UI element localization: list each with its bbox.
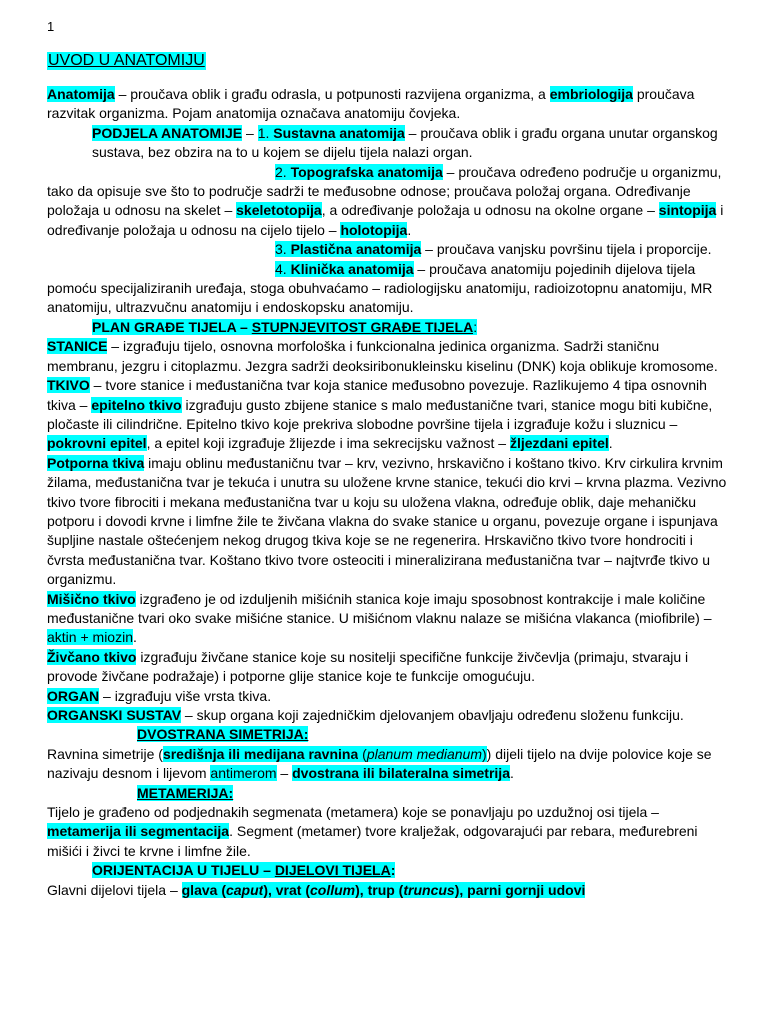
- heading-term: PLAN GRAĐE TIJELA –: [92, 318, 252, 335]
- heading-metamerija: [47, 784, 727, 803]
- list-number: 4.: [275, 260, 291, 277]
- paragraph-zivcano-tkivo: [47, 648, 727, 687]
- term: sintopija: [658, 202, 717, 219]
- term: ORGANSKI SUSTAV: [47, 707, 182, 723]
- term: žljezdani epitel: [509, 435, 609, 452]
- heading-term: STUPNJEVITOST GRAĐE TIJELA: [251, 318, 474, 335]
- term: skeletotopija: [236, 202, 322, 219]
- paragraph-organski-sustav: [47, 706, 727, 725]
- paragraph-misicno-tkivo: [47, 590, 727, 648]
- paragraph-potporna-tkiva: [47, 454, 727, 590]
- heading-term: PODJELA ANATOMIJE: [92, 124, 243, 141]
- text-run: – proučava oblik i građu organa unutar organskog sustava, bez obzira na to u kojem se dijelu tijela nalazi organ.: [92, 124, 718, 161]
- text-run: izgrađuju živčane stanice koje su nositelji specifične funkcije živčevlja (primaju, stvaraju i provode živčane podražaje) i potporne glije stanice koje te funkcije omogućuju.: [47, 648, 689, 685]
- latin-term: truncus: [403, 881, 455, 898]
- text-run: – proučava vanjsku površinu tijela i proporcije.: [421, 241, 712, 258]
- paragraph-tkivo: [47, 376, 727, 454]
- document-title: UVOD U ANATOMIJU: [48, 52, 205, 69]
- term: metamerija ili segmentacija: [47, 823, 230, 840]
- text-run: – proučava anatomiju pojedinih dijelova tijela pomoću specijaliziranih uređaja, stoga obuhvaćamo – radiologijsku anatomiju, radioizotopnu anatomiju, MR anatomiju, ultrazvučnu anatomiju i endoskopsku anatomiju.: [47, 260, 713, 316]
- term: Mišično tkivo: [47, 590, 136, 607]
- latin-term: planum medianum: [366, 745, 482, 762]
- text-run: Ravnina simetrije (: [47, 745, 163, 762]
- text-run: i određivanje položaja u odnosu na cijelo tijelo –: [47, 202, 724, 238]
- term: ), vrat (: [263, 881, 311, 898]
- text-run: –: [242, 124, 258, 141]
- term: glava (: [181, 881, 226, 898]
- term: Klinička anatomija: [290, 260, 414, 277]
- term: Živčano tkivo: [47, 648, 137, 665]
- term: STANICE: [47, 338, 108, 355]
- text-run: –: [276, 765, 293, 782]
- term: epitelno tkivo: [91, 396, 182, 413]
- text-run: .: [608, 435, 613, 452]
- text-run: .: [407, 221, 412, 238]
- heading-term: DIJELOVI TIJELA: [274, 862, 391, 879]
- text-run: . Segment (metamer) tvore kralježak, odgovarajući par rebara, međurebreni mišići i živci te krvne i limfne žile.: [47, 823, 698, 859]
- text-run: :: [390, 862, 396, 879]
- text-run: .: [510, 765, 514, 782]
- term: pokrovni epitel: [47, 435, 147, 452]
- term: embriologija: [549, 86, 633, 102]
- text-run: :: [473, 318, 478, 335]
- text-run: – proučava oblik i građu odrasla, u potpunosti razvijena organizma, a: [114, 86, 550, 102]
- term: holotopija: [340, 221, 408, 238]
- paragraph-plasticna: [47, 240, 727, 259]
- paragraph-podjela: [47, 124, 727, 163]
- term: TKIVO: [47, 377, 90, 394]
- text-run: , a određivanje položaja u odnosu na okolne organe –: [321, 202, 659, 219]
- paragraph-plan-gradje: [47, 318, 727, 337]
- text-run: , a epitel koji izgrađuje žlijezde i ima sekrecijsku važnost –: [146, 435, 510, 452]
- heading-orijentacija: [47, 861, 727, 880]
- text-run: Tijelo je građeno od podjednakih segmenata (metamera) koje se ponavljaju po uzdužnoj osi tijela –: [47, 804, 659, 821]
- heading-term: ORIJENTACIJA U TIJELU –: [92, 862, 275, 879]
- term: dvostrana ili bilateralna simetrija: [292, 765, 510, 782]
- paragraph-stanice: [47, 337, 727, 376]
- paragraph-klinicka: [47, 260, 727, 318]
- paragraph-anatomija: [47, 85, 727, 124]
- heading-dvostrana-simetrija: [47, 725, 727, 744]
- term: ORGAN: [47, 687, 100, 704]
- paragraph-topografska: [47, 163, 727, 241]
- paragraph-dijelovi-tijela: [47, 881, 727, 900]
- text-run: ) dijeli tijelo na dvije polovice koje se nazivaju desnom i lijevom: [47, 745, 712, 782]
- text-run: ): [481, 745, 487, 762]
- text-run: – skup organa koji zajedničkim djelovanjem obavljaju određenu složenu funkciju.: [181, 707, 684, 723]
- text-run: – izgrađuju tijelo, osnovna morfološka i funkcionalna jedinica organizma. Sadrži staničnu membranu, jezgru i citoplazmu. Jezgra sadrži deoksiribonukleinsku kiselinu (DNK) koja oblikuje kromosome.: [47, 338, 718, 374]
- text-run: – izgrađuju više vrsta tkiva.: [99, 687, 272, 704]
- text-run: – tvore stanice i međustanična tvar koja stanice međusobno povezuje. Razlikujemo 4 tipa osnovnih tkiva –: [47, 377, 707, 413]
- paragraph-metamerija: [47, 803, 727, 861]
- page-number: 1: [47, 19, 55, 34]
- term: Sustavna anatomija: [273, 124, 405, 141]
- text-run: proučava razvitak organizma. Pojam anatomija označava anatomiju čovjeka.: [47, 86, 695, 122]
- paragraph-ravnina-simetrije: [47, 745, 727, 784]
- list-number: 1.: [257, 124, 274, 141]
- text-run: izgrađeno je od izduljenih mišićnih stanica koje imaju sposobnost kontrakcije i male količine međustanične tvari oko svake mišićne stanice. U mišićnom vlaknu nalaze se mišićna vlakanca (miofibrile) –: [47, 590, 712, 626]
- term: ), trup (: [355, 881, 404, 898]
- term: Topografska anatomija: [290, 163, 443, 180]
- term: antimerom: [210, 765, 277, 782]
- term: središnja ili medijana ravnina: [162, 745, 359, 762]
- term: Potporna tkiva: [47, 454, 145, 471]
- heading-term: METAMERIJA:: [137, 784, 234, 801]
- term: Plastična anatomija: [290, 241, 422, 258]
- text-run: imaju oblinu međustaničnu tvar – krv, vezivno, hrskavično i koštano tkivo. Krv cirkulira krvnim žilama, međustanična tvar je tekuća i unutra su uložene krvne stanice, tekući dio krvi – krvna plazma. Vezivno tkivo tvore fibrociti i mekana međustanična tvar u koju su uložena vlakna, određuje oblik, daje mehaničku potporu i dovodi krvne i limfne žile te živčana vlakna do svake stanice u organu, povezuje organe i ispunjava šupljine nastale oštećenjem nekog drugog tkiva koje se ne regenerira. Hrskavično tkivo tvore hondrociti i čvrsta međustanična tvar. Koštano tkivo tvore osteociti i mineralizirana međustanična tvar – najtvrđe tkivo u organizmu.: [47, 454, 727, 588]
- list-number: 2.: [275, 163, 291, 180]
- latin-term: collum: [310, 881, 356, 898]
- text-run: .: [132, 629, 137, 646]
- term: Anatomija: [47, 86, 115, 102]
- text-run: izgrađuju gusto zbijene stanice s malo međustanične tvari, stanice mogu biti kubične, pločaste ili cilindrične. Epitelno tkivo koje prekriva slobodne površine tijela i izgrađuje kožu i sluznicu –: [47, 396, 713, 432]
- term: aktin + miozin: [47, 629, 133, 646]
- heading-term: DVOSTRANA SIMETRIJA:: [137, 726, 309, 743]
- text-run: Glavni dijelovi tijela –: [47, 881, 182, 898]
- paragraph-organ: [47, 687, 727, 706]
- document-body: [47, 85, 727, 900]
- term: ), parni gornji udovi: [454, 881, 586, 898]
- text-run: – proučava određeno područje u organizmu, tako da opisuje sve što to područje sadrži te međusobne odnose; proučava položaj organa. Određivanje položaja u odnosu na skelet –: [47, 163, 722, 219]
- latin-term: caput: [225, 881, 264, 898]
- list-number: 3.: [275, 241, 291, 258]
- text-run: (: [358, 745, 367, 762]
